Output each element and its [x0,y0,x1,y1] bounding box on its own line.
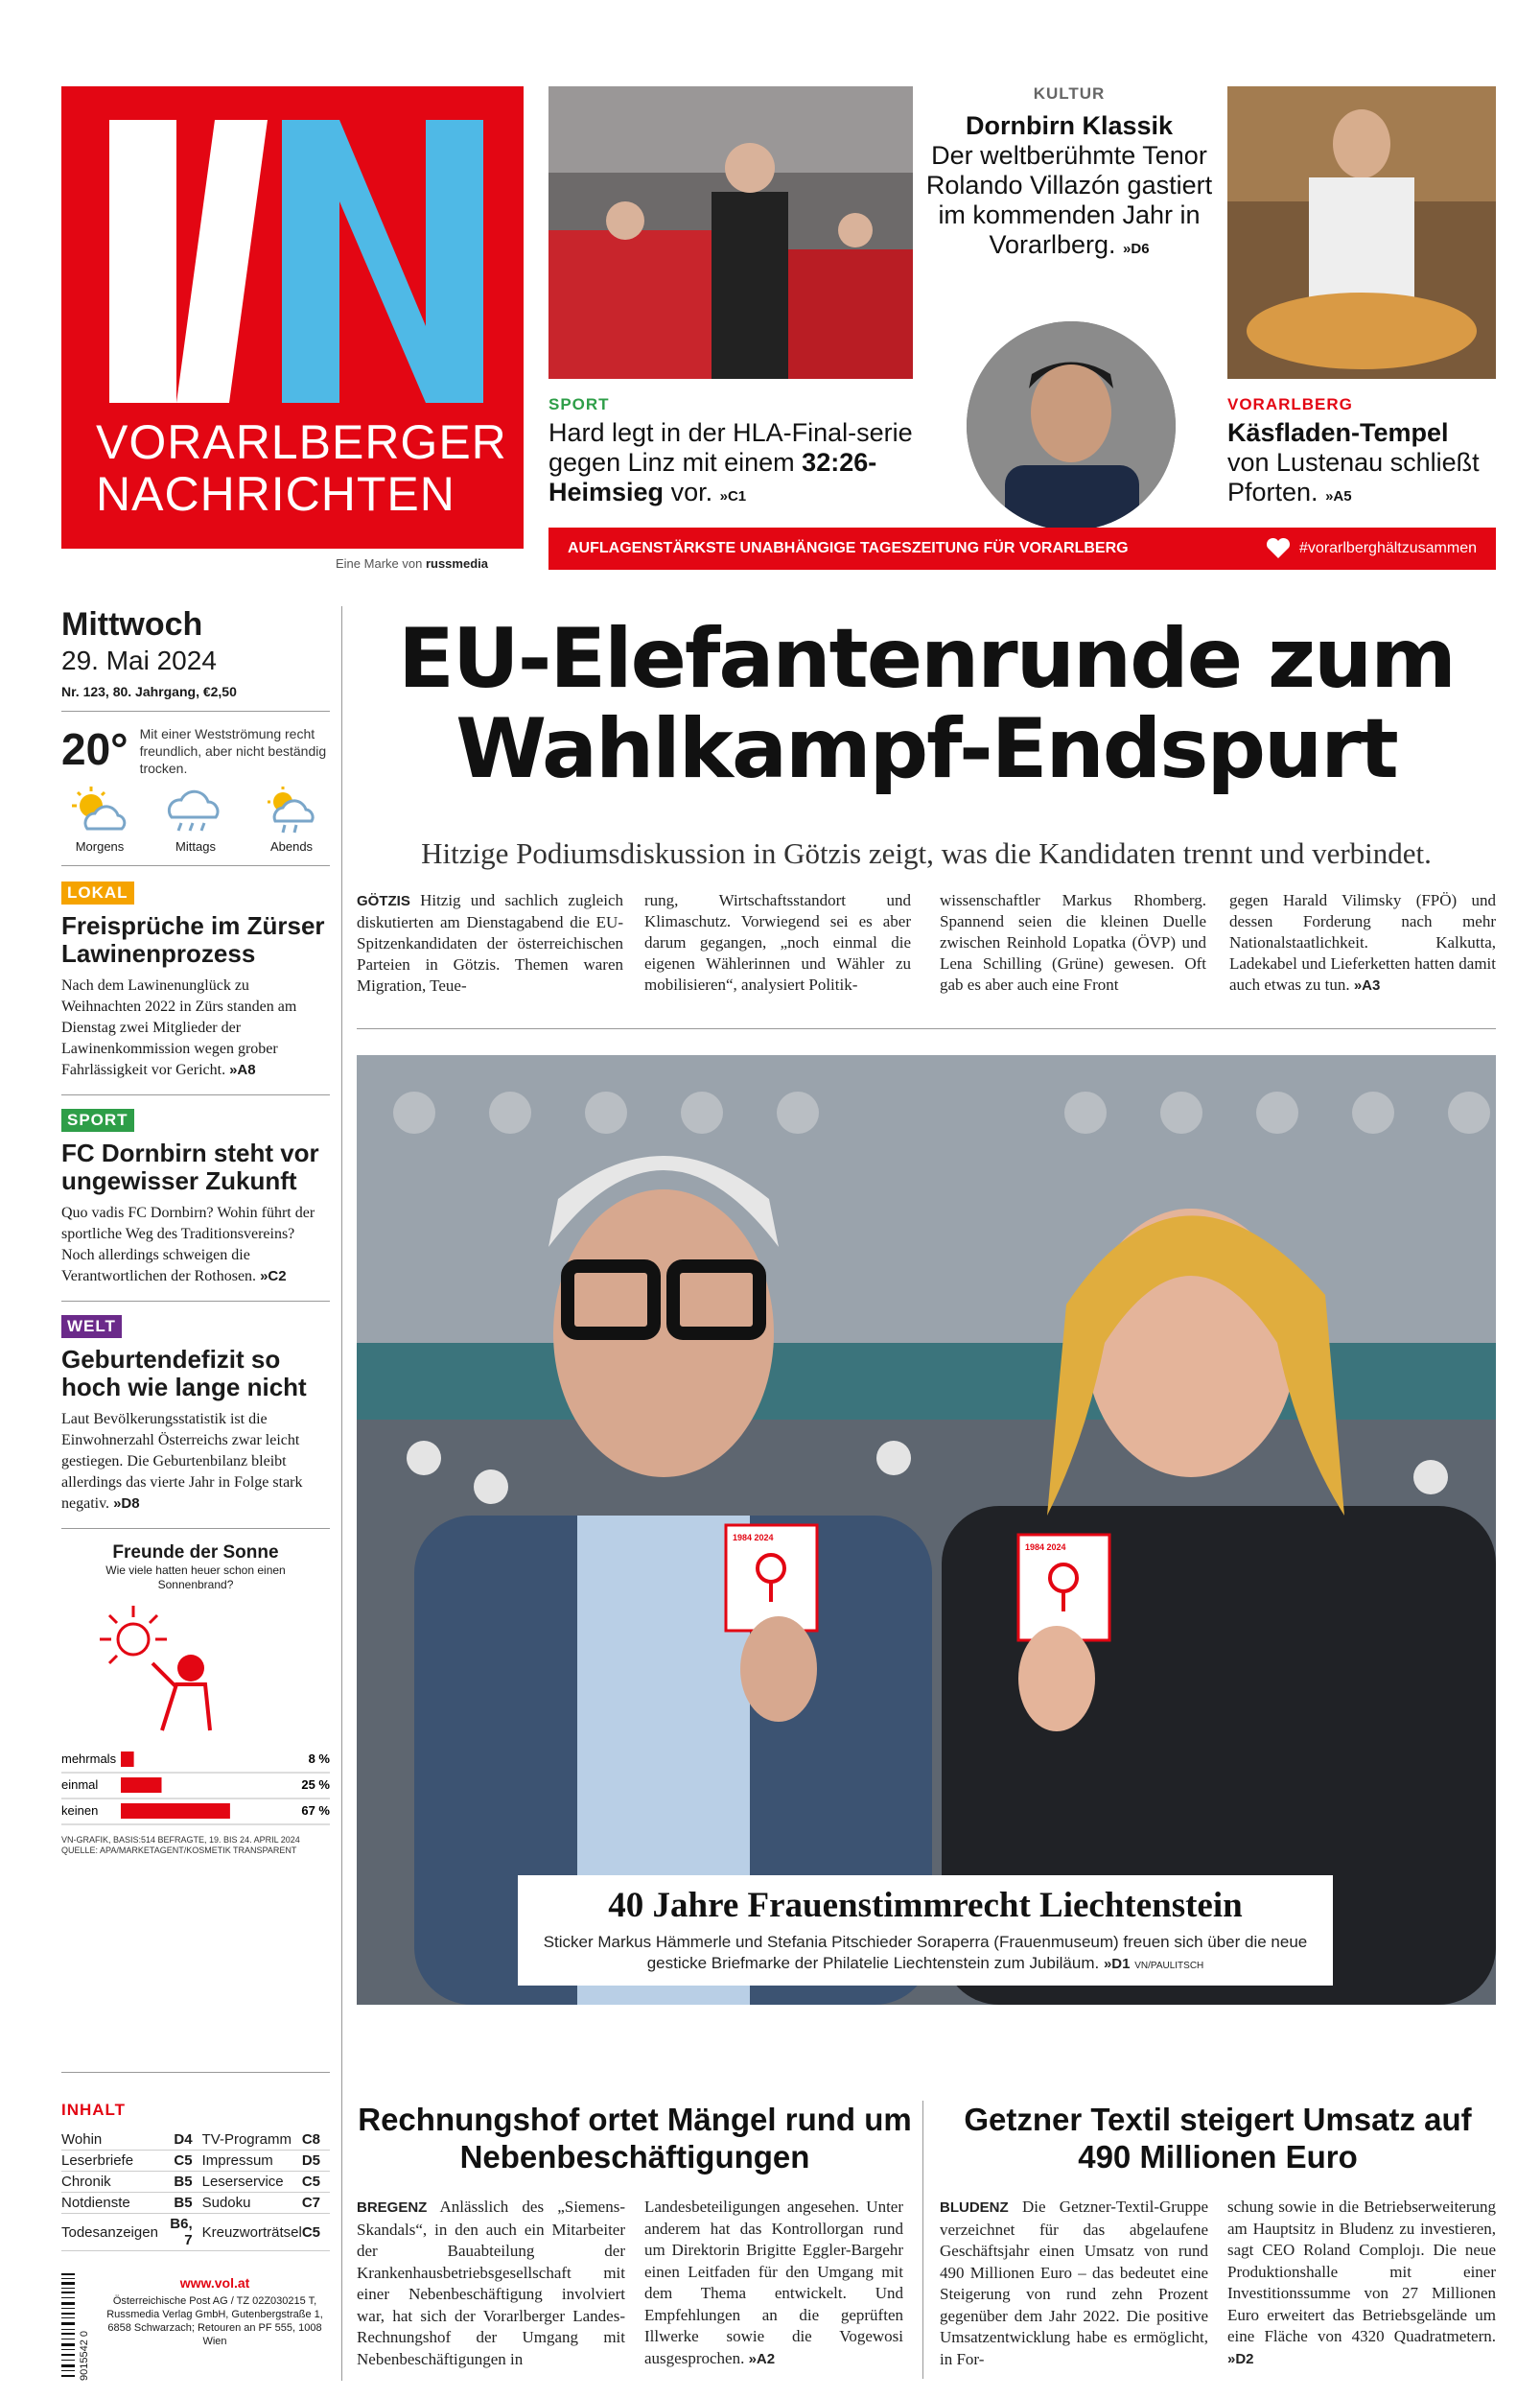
bar-value-label: 67 % [301,1803,330,1818]
bar-value-label: 8 % [308,1751,330,1766]
contents-page[interactable]: B6, 7 [158,2214,202,2251]
sport-teaser-score: 32:26-Heimsieg [548,448,877,506]
rain-cloud-icon [162,787,229,836]
contents-page[interactable]: B5 [158,2193,202,2214]
story-right-text: Die Getzner-Textil-Gruppe verzeichnet für das abgelaufene Geschäftsjahr einen Umsatz von rund 490 Millionen Euro – das bedeutet eine Steigerung von rund zehn Prozent gegenüber dem Jahr 2022. Die positive Umsatzentwicklung habe es ermöglicht, in For- [940,2198,1208,2368]
sun-cloud-icon [66,787,133,836]
main-ref[interactable]: »A3 [1353,977,1381,994]
story-title: Freisprüche im Zürser Lawinenprozess [61,911,325,968]
sport-teaser-body: Hard legt in der HLA-Final-serie gegen Linz mit einem [548,418,913,477]
left-column [61,606,330,1856]
story-left-col1 [357,2197,625,2370]
logo-tagline [336,556,488,571]
bar [121,1751,134,1767]
sport-kicker: SPORT [548,395,610,413]
bar-label: mehrmals [61,1751,117,1766]
contents-title: INHALT [61,2101,127,2119]
handball-celebration-image [548,86,913,379]
sport-teaser-tail: vor. [670,478,713,506]
story-right-ref[interactable]: »D2 [1227,2350,1254,2367]
left-story-sport[interactable] [61,1109,330,1287]
dateline: BLUDENZ [940,2199,1009,2216]
sport-teaser-ref[interactable]: »C1 [719,488,747,505]
logo-tag-prefix: Eine Marke von [336,556,423,571]
main-col-1 [357,890,623,997]
story-text [61,1203,330,1287]
bar [121,1777,162,1793]
contents-row [61,2151,330,2172]
contents-section[interactable]: Wohin [61,2129,158,2151]
contents-section[interactable]: TV-Programm [202,2129,302,2151]
banner-hashtag[interactable] [1265,537,1477,560]
divider [61,2072,330,2073]
contents-page[interactable]: C8 [302,2129,330,2151]
contents-section[interactable]: Todesanzeigen [61,2214,158,2251]
kultur-title: Dornbirn Klassik [965,111,1174,140]
website-link[interactable]: www.vol.at [179,2275,250,2291]
bar-label: einmal [61,1777,99,1792]
frauenstimmrecht-photo [357,1055,1496,2005]
kaesfladen-baker-image [1227,86,1496,379]
contents-row [61,2172,330,2193]
story-right-text: schung sowie in die Betriebserweiterung am Hauptsitz in Bludenz zu investieren, sagt CEO Roland Complojı. Die neue Produktionshalle mit einer Investitionssumme von 27 Millionen Euro erweitert das Betriebsgelände um eine Fläche von 4320 Quadratmetern. [1227,2198,1496,2345]
contents-page[interactable]: C5 [302,2214,330,2251]
dateline: GÖTZIS [357,893,410,909]
contents-page[interactable]: B5 [158,2172,202,2193]
graphic-footnote: VN-GRAFIK, BASIS:514 BEFRAGTE, 19. BIS 24. APRIL 2024 QUELLE: APA/MARKETAGENT/KOSMETIK TRANSPARENT [61,1835,300,1855]
sunburn-person-icon [85,1596,229,1740]
left-story-welt[interactable] [61,1315,330,1515]
story-body: Laut Bevölkerungsstatistik ist die Einwohnerzahl Österreichs zwar leicht gestiegen. Die Geburtenbilanz bleibt allerdings das vierte Jahr in Folge stark negativ. [61,1411,303,1512]
caption-body: Sticker Markus Hämmerle und Stefania Pitschieder Soraperra (Frauenmuseum) freuen sich über die neue gesticke Briefmarke der Philatelie Liechtenstein zum Jubiläum. [543,1933,1308,1972]
logo-line2: NACHRICHTEN [96,467,455,521]
contents-section[interactable]: Notdienste [61,2193,158,2214]
issue-number: Nr. 123, 80. Jahrgang, €2,50 [61,684,237,699]
vn-logo[interactable] [61,86,524,549]
contents-section[interactable]: Leserservice [202,2172,302,2193]
divider [61,865,330,866]
contents-section[interactable]: Chronik [61,2172,158,2193]
masthead-banner [548,528,1496,570]
imprint-text: Österreichische Post AG / TZ 02Z030215 T, Russmedia Verlag GmbH, Gutenbergstraße 1, 6858 Schwarzach; Retouren an PF 555, 1008 Wien [106,2295,323,2347]
stamp-years: 1984 2024 [1025,1542,1066,1552]
vbg-text [1227,448,1496,511]
contents-page[interactable]: D5 [302,2151,330,2172]
story-left-headline[interactable]: Rechnungshof ortet Mängel rund um Nebenbeschäftigungen [358,2102,912,2175]
story-left-text: Landesbeteiligungen angesehen. Unter anderem hat das Kontrollorgan rund um Direktorin Brigitte Eggler-Bargehr einen Leitfaden für den Umgang mit dem Thema entwickelt. Und Empfehlungen an die geprüften Illwerke sowie die Vogewosi ausgesprochen. [644,2198,903,2367]
logo-tag-brand: russmedia [425,556,488,571]
imprint [100,2275,330,2348]
left-story-lokal[interactable] [61,882,330,1081]
badge-lokal: LOKAL [61,882,134,905]
story-text [61,1409,330,1515]
story-ref[interactable]: »D8 [113,1495,140,1512]
story-title: FC Dornbirn steht vor ungewisser Zukunft [61,1139,319,1195]
column-rule [922,2101,923,2379]
main-col-2: rung, Wirtschaftsstandort und Klimaschutz. Vorwiegend sei es aber darum gegangen, „noch einmal die eigenen Wählerinnen und Wähler zu mobilisieren“, analysiert Politik- [644,891,911,994]
story-right-col2 [1227,2197,1496,2370]
vbg-title: Käsfladen-Tempel [1227,418,1449,447]
issue-date: 29. Mai 2024 [61,646,217,675]
contents-page[interactable]: C5 [302,2172,330,2193]
contents-section[interactable]: Sudoku [202,2193,302,2214]
sunburn-bar-chart [61,1745,330,1831]
hashtag-text: #vorarlberghältzusammen [1299,540,1477,556]
vbg-kicker: VORARLBERG [1227,395,1353,413]
weather-evening [253,787,330,854]
contents-row [61,2214,330,2251]
bar-label: keinen [61,1803,99,1818]
photo-credit: VN/PAULITSCH [1134,1961,1204,1971]
weather-text: Mit einer Westströmung recht freundlich, aber nicht beständig trocken. [139,726,327,776]
kultur-text [925,141,1213,264]
sport-teaser-text [548,418,913,511]
weather-slot-label: Abends [269,839,314,854]
divider [61,1528,330,1529]
logo-line1: VORARLBERGER [96,415,507,469]
story-right-headline[interactable]: Getzner Textil steigert Umsatz auf 490 Millionen Euro [964,2102,1472,2175]
contents-row [61,2193,330,2214]
contents-table [61,2129,330,2251]
tenor-photo [967,321,1176,530]
story-title: Geburtendefizit so hoch wie lange nicht [61,1345,307,1401]
weather-box [61,725,330,777]
vbg-teaser-photo[interactable] [1227,86,1496,379]
contents-section[interactable]: Impressum [202,2151,302,2172]
story-body: Nach dem Lawinenunglück zu Weihnachten 2022 in Zürs standen am Dienstag zwei Mitglieder der Lawinenkommission wegen grober Fahrlässigkeit vor Gericht. [61,977,297,1078]
banner-claim: AUFLAGENSTÄRKSTE UNABHÄNGIGE TAGESZEITUNG FÜR VORARLBERG [568,540,1129,556]
kultur-teaser[interactable] [925,84,1213,264]
weather-morning [61,787,138,854]
story-left-text: Anlässlich des „Siemens-Skandals“, in den auch ein Mitarbeiter der Bauabteilung der Krankenhausbetriebsgesellschaft mit einer Nebenbeschäftigung involviert war, hat sich der Vorarlberger Landes-Rechnungshof der Umgang mit Nebenbeschäftigungen in [357,2198,626,2368]
headline-line1: EU-Elefantenrunde zum [398,611,1455,707]
graphic-title: Freunde der Sonne [112,1542,279,1563]
kultur-body: Der weltberühmte Tenor Rolando Villazón gastiert im kommenden Jahr in Vorarlberg. [925,141,1213,259]
stamp-years: 1984 2024 [733,1533,774,1542]
kultur-kicker: KULTUR [1033,84,1106,103]
villazon-portrait[interactable] [967,321,1176,530]
weather-forecast [61,787,330,854]
contents-page[interactable]: C5 [158,2151,202,2172]
contents-row [61,2129,330,2151]
main-headline[interactable] [357,611,1496,797]
main-subhead: Hitzige Podiumsdiskussion in Götzis zeigt, was die Kandidaten trennt und verbindet. [421,836,1432,870]
vbg-teaser[interactable] [1227,395,1496,511]
contents-page[interactable]: C7 [302,2193,330,2214]
caption-ref[interactable]: »D1 [1103,1956,1131,1972]
bar-value-label: 25 % [301,1777,330,1792]
story-right-col1 [940,2197,1208,2370]
graphic-subtitle: Wie viele hatten heuer schon einen Sonnenbrand? [105,1563,286,1591]
dateline: BREGENZ [357,2199,428,2216]
main-photo[interactable] [357,1055,1496,2005]
main-col-text: Hitzig und sachlich zugleich diskutierten am Dienstagabend die EU-Spitzenkandidaten der österreichischen Parteien in Götzis. Themen waren Migration, Teue- [357,891,623,995]
headline-line2: Wahlkampf-Endspurt [455,701,1397,797]
weekday: Mittwoch [61,606,203,643]
divider [61,1301,330,1302]
story-ref[interactable]: »C2 [260,1268,287,1284]
main-col-3: wissenschaftler Markus Rhomberg. Spannend seien die kleinen Duelle zwischen Reinhold Lopatka (ÖVP) und Lena Schilling (Grüne) gewesen. Oft gab es aber auch eine Front [940,891,1206,994]
sport-teaser[interactable] [548,395,913,511]
vbg-ref[interactable]: »A5 [1325,488,1352,505]
sport-teaser-photo[interactable] [548,86,913,379]
contents-box [61,2101,330,2251]
divider [61,1094,330,1095]
divider [357,1028,1496,1029]
contents-section[interactable]: Leserbriefe [61,2151,158,2172]
weather-slot-label: Morgens [75,839,125,854]
main-col-text: gegen Harald Vilimsky (FPÖ) und dessen Forderung nach mehr Nationalstaatlichkeit. Kalkutta, Ladekabel und Lieferketten hatten damit auch etwas zu tun. [1229,891,1496,994]
weather-noon [157,787,234,854]
column-rule [341,606,342,2381]
sunburn-graphic [61,1542,330,1745]
caption-title: 40 Jahre Frauenstimmrecht Liechtenstein [608,1886,1243,1925]
sun-rain-icon [258,787,325,836]
photo-caption [518,1875,1333,1986]
story-ref[interactable]: »A8 [229,1062,256,1078]
main-col-4 [1229,890,1496,997]
contents-page[interactable]: D4 [158,2129,202,2151]
story-left-col2 [644,2197,903,2370]
bar [121,1803,230,1819]
badge-sport: SPORT [61,1109,134,1132]
story-left-ref[interactable]: »A2 [748,2350,776,2367]
heart-icon [1265,537,1292,560]
story-text [61,976,330,1081]
vbg-body: von Lustenau schließt Pforten. [1227,448,1480,506]
badge-welt: WELT [61,1315,122,1338]
caption-text [518,1932,1333,1977]
barcode-number: 9015542 0 [79,2331,90,2381]
contents-section[interactable]: Kreuzworträtsel [202,2214,302,2251]
temperature: 20° [61,724,128,774]
story-body: Quo vadis FC Dornbirn? Wohin führt der sportliche Weg des Traditionsvereins? Noch allerdings schweigen die Verantwortlichen der Rothosen. [61,1205,315,1284]
divider [61,711,330,712]
kultur-ref[interactable]: »D6 [1123,241,1150,257]
weather-slot-label: Mittags [175,839,216,854]
